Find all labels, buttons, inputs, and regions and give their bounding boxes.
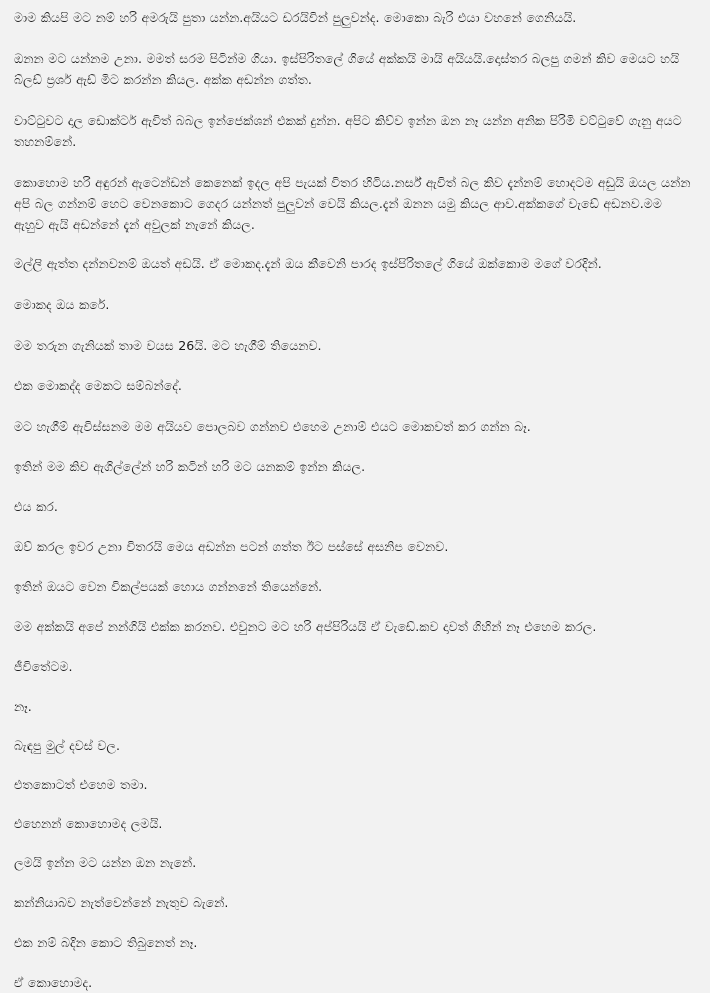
paragraph-16: නෑ. bbox=[14, 699, 32, 714]
paragraph-18: එතකොටත් එහෙම තමා. bbox=[14, 777, 148, 792]
paragraph-11: එය කර. bbox=[14, 499, 58, 514]
paragraph-17: බැඳපු මුල් දවස් වල. bbox=[14, 738, 121, 753]
paragraph-14: මම අක්කයි අපේ නන්ගියි එක්ක කරනව. එවුනට මට හරි අප්පිරියයි ඒ වැඩේ.කව දාවත් ගිහින් නෑ එහෙම කරල. bbox=[14, 619, 597, 634]
paragraph-8: එක මොකද්ද මෙකට සම්බන්දේ. bbox=[14, 378, 182, 393]
paragraph-15: ජීවිතේටම. bbox=[14, 659, 73, 674]
paragraph-20: ලමයි ඉන්න මට යන්න ඔන නැනේ. bbox=[14, 855, 197, 870]
paragraph-10: ඉතින් මම කිව ඇගිල්ලේන් හරි කටින් හරි මට යනකම් ඉන්න කියල. bbox=[14, 459, 366, 474]
paragraph-23: ඒ කොහොමද. bbox=[14, 975, 93, 990]
paragraph-5: මල්ලි ඇත්ත දන්නවනම් ඔයත් අඩයි. ඒ මොකද.දැන් ඔය කීවෙනි පාරද ඉස්පිරිතලේ ගියේ ඔක්කොම මගේ වරදින්. bbox=[14, 256, 602, 271]
paragraph-21: කන්නියාබව නැත්වෙන්නේ නැතුව බැනේ. bbox=[14, 895, 229, 910]
paragraph-13: ඉතින් ඔයට වෙන විකල්පයක් හොය ගන්නනේ තියෙන්නේ. bbox=[14, 579, 323, 594]
paragraph-9: මට හැගීම් ඇවිස්සනම මම අයියව පොලබව ගන්නව එහෙම උනාම් එයට මොකවත් කර ගන්න බෑ. bbox=[14, 419, 531, 434]
paragraph-2: ඔනන මට යන්නම උනා. මමත් සරම පිටින්ම ගියා. ඉස්පිරිතලේ ගියේ අක්කයි මායි අයියයි.දොස්තර බලපු ගමන් කිව මෙයට හයි බ්ලඩ් ප්‍රශර් ඇඩ් මිට කරන්න කියල. අක්ක අඩන්න ගත්ත. bbox=[14, 51, 680, 87]
paragraph-22: එක නම් බදින කොට තිබුනෙත් නෑ. bbox=[14, 935, 198, 950]
paragraph-6: මොකද ඔය කරේ. bbox=[14, 297, 110, 312]
paragraph-19: එහෙනන් කොහොමද ලමයි. bbox=[14, 816, 163, 831]
paragraph-3: වාට්ටුවට දාල ඩොක්ටර් ඇවිත් බබල ඉන්ජෙක්ශන් එකක් දුන්න. අපිට කිව්ව ඉන්න ඔන නෑ යන්න අනික පිරිමි වට්ටුවේ ගැනු අයට තහනම්නේ. bbox=[14, 113, 682, 149]
paragraph-7: මම තරුන ගැනියක් තාම වයස 26යි. මට හැගීම් තියෙනව. bbox=[14, 338, 322, 353]
paragraph-1: මාම කියපි මට නම් හරි අමරුයි පුතා යන්න.අයියට ඩරයිවින් පුලුවන්ද. මොකො බැරි එයා වහනේ ගෙනියයි. bbox=[14, 10, 577, 25]
paragraph-12: ඔව් කරල ඉවර උනා විතරයි මෙය අඩන්න පටන් ගත්ත ඊට පස්සේ අසනිප වෙනව. bbox=[14, 539, 449, 554]
paragraph-4: කොහොම හරි අඳුරන් ඇටෙන්ඩන් කෙනෙක් ඉදල අපි පැයක් විතර හිටිය.නර්ස් ඇවිත් බල කිව දැන්නම් හොදටම අඩුයි ඔයල යන්න අපි බල ගන්නම් හෙට වෙනකොට ගෙදර යන්නත් පුලුවන් වෙයි කියල.දැන් ඔනන යමු කියල ආව.අක්කගේ වැඩේ අඩනව.මම ඇහුව ඇයි අඩන්නේ දැන් අවුලක් නැනේ කියල. bbox=[14, 175, 691, 232]
